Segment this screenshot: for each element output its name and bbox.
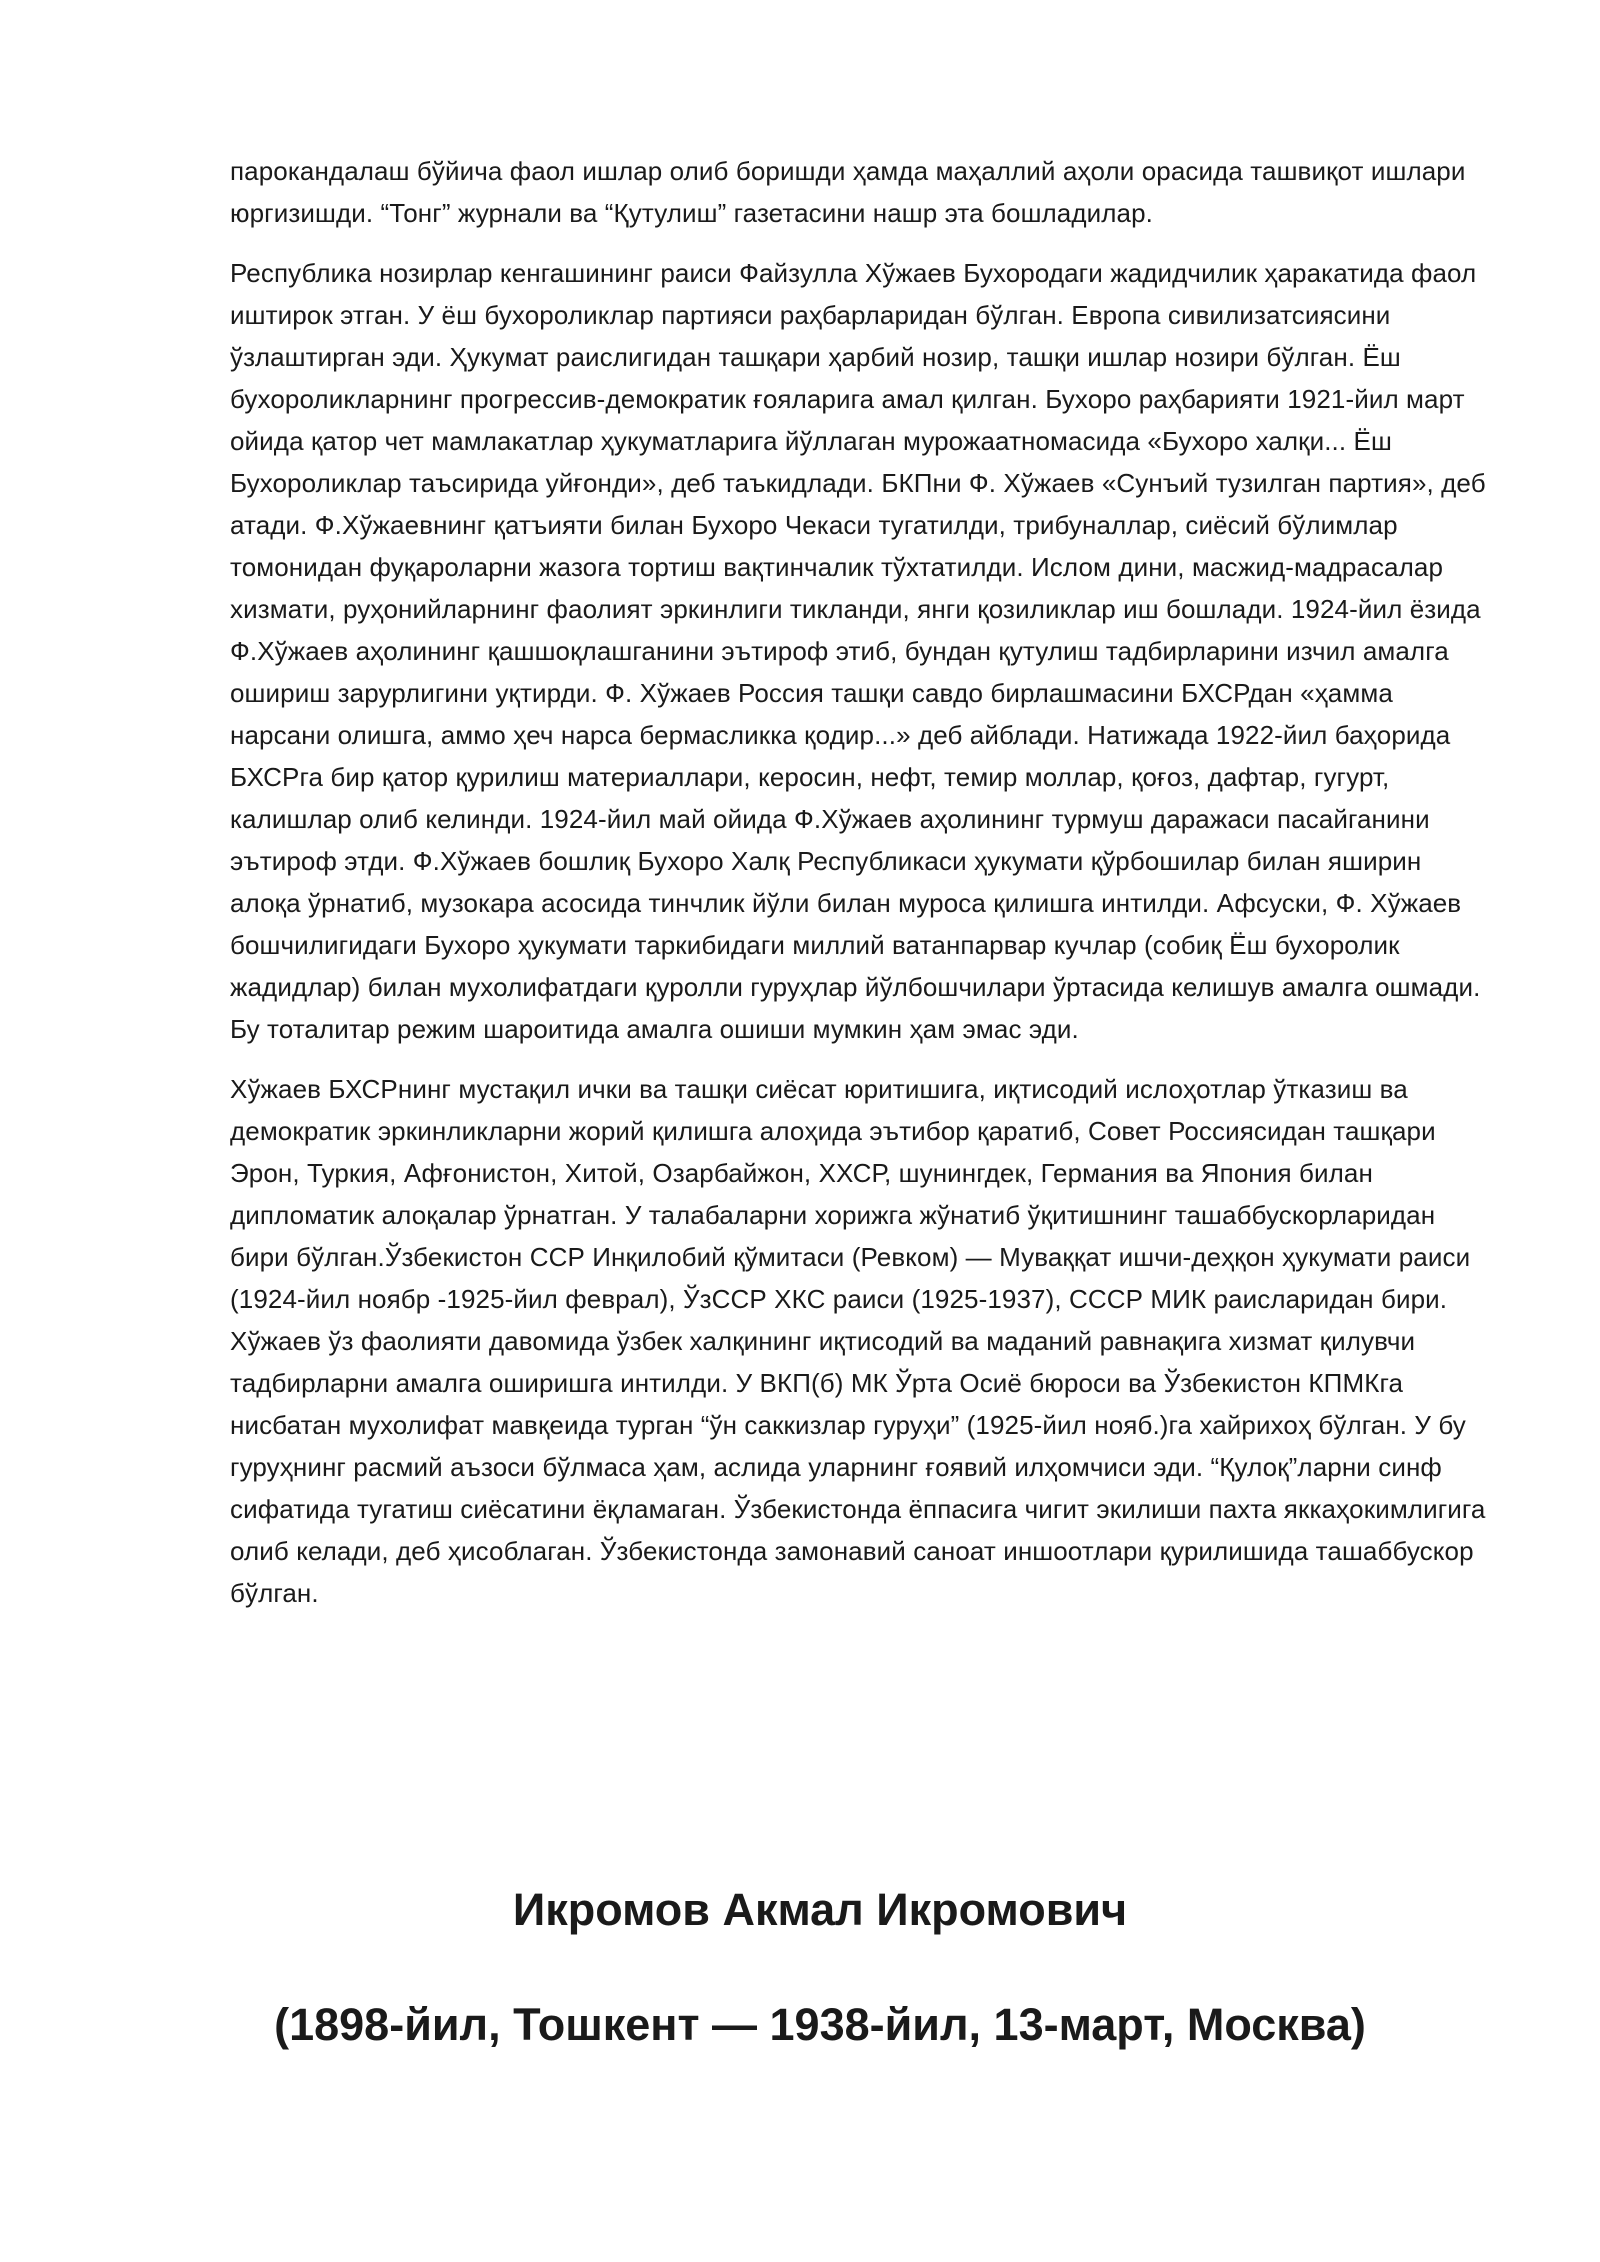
paragraph: Хўжаев БХСРнинг мустақил ички ва ташқи сиёсат юритишига, иқтисодий ислоҳотлар ўтказиш ва демократик эркинликларни жорий қилишга алоҳида эътибор қаратиб, Совет Россиясидан ташқари Эрон, Туркия, Афғонистон, Хитой, Озарбайжон, ХХСР, шунингдек, Германия ва Япония билан дипломатик алоқалар ўрнатган. У талабаларни хорижга жўнатиб ўқитишнинг ташаббускорларидан бири бўлган.Ўзбекистон ССР Инқилобий қўмитаси (Ревком) — Муваққат ишчи-деҳқон ҳукумати раиси (1924-йил ноябр -1925-йил феврал), ЎзССР ХКС раиси (1925-1937), СССР МИК раисларидан бири. Хўжаев ўз фаолияти давомида ўзбек халқининг иқтисодий ва маданий равнақига хизмат қилувчи тадбирларни амалга оширишга интилди. У ВКП(б) МК Ўрта Осиё бюроси ва Ўзбекистон КПМКга нисбатан мухолифат мавқеида турган “ўн саккизлар гуруҳи” (1925-йил нояб.)га хайрихоҳ бўлган. У бу гуруҳнинг расмий аъзоси бўлмаса ҳам, аслида уларнинг ғоявий илҳомчиси эди. “Қулоқ”ларни синф сифатида тугатиш сиёсатини ёқламаган. Ўзбекистонда ёппасига чигит экилиши пахта яккаҳокимлигига олиб келади, деб ҳисоблаган. Ўзбекистонда замонавий саноат иншоотлари қурилишида ташаббускор бўлган.: [230, 1074, 1486, 1608]
person-name-heading: Икромов Акмал Икромович: [512, 1884, 1128, 1935]
person-dates-heading: (1898-йил, Тошкент — 1938-йил, 13-март, Москва): [274, 1999, 1366, 2050]
paragraph: парокандалаш бўйича фаол ишлар олиб боришди ҳамда маҳаллий аҳоли орасида ташвиқот ишлари юргизишди. “Тонг” журнали ва “Қутулиш” газетасини нашр эта бошладилар.: [230, 156, 1466, 228]
paragraph: Республика нозирлар кенгашининг раиси Файзулла Хўжаев Бухородаги жадидчилик ҳаракатида фаол иштирок этган. У ёш бухороликлар партияси раҳбарларидан бўлган. Европа сивилизатсиясини ўзлаштирган эди. Ҳукумат раислигидан ташқари ҳарбий нозир, ташқи ишлар нозири бўлган. Ёш бухороликларнинг прогрессив-демократик ғояларига амал қилган. Бухоро раҳбарияти 1921-йил март ойида қатор чет мамлакатлар ҳукуматларига йўллаган мурожаатномасида «Бухоро халқи... Ёш Бухороликлар таъсирида уйғонди», деб таъкидлади. БКПни Ф. Хўжаев «Сунъий тузилган партия», деб атади. Ф.Хўжаевнинг қатъияти билан Бухоро Чекаси тугатилди, трибуналлар, сиёсий бўлимлар томонидан фуқароларни жазога тортиш вақтинчалик тўхтатилди. Ислом дини, масжид-мадрасалар хизмати, руҳонийларнинг фаолият эркинлиги тикланди, янги қозиликлар иш бошлади. 1924-йил ёзида Ф.Хўжаев аҳолининг қашшоқлашганини эътироф этиб, бундан қутулиш тадбирларини изчил амалга ошириш зарурлигини уқтирди. Ф. Хўжаев Россия ташқи савдо бирлашмасини БХСРдан «ҳамма нарсани олишга, аммо ҳеч нарса бермасликка қодир...» деб айблади. Натижада 1922-йил баҳорида БХСРга бир қатор қурилиш материаллари, керосин, нефт, темир моллар, қоғоз, дафтар, гугурт, калишлар олиб келинди. 1924-йил май ойида Ф.Хўжаев аҳолининг турмуш даражаси пасайганини эътироф этди. Ф.Хўжаев бошлиқ Бухоро Халқ Республикаси ҳукумати қўрбошилар билан яширин алоқа ўрнатиб, музокара асосида тинчлик йўли билан муроса қилишга интилди. Афсуски, Ф. Хўжаев бошчилигидаги Бухоро ҳукумати таркибидаги миллий ватанпарвар кучлар (собиқ Ёш бухоролик жадидлар) билан мухолифатдаги қуролли гуруҳлар йўлбошчилари ўртасида келишув амалга ошмади. Бу тоталитар режим шароитида амалга ошиши мумкин ҳам эмас эди.: [230, 258, 1486, 1044]
document-body: [230, 150, 1492, 1632]
